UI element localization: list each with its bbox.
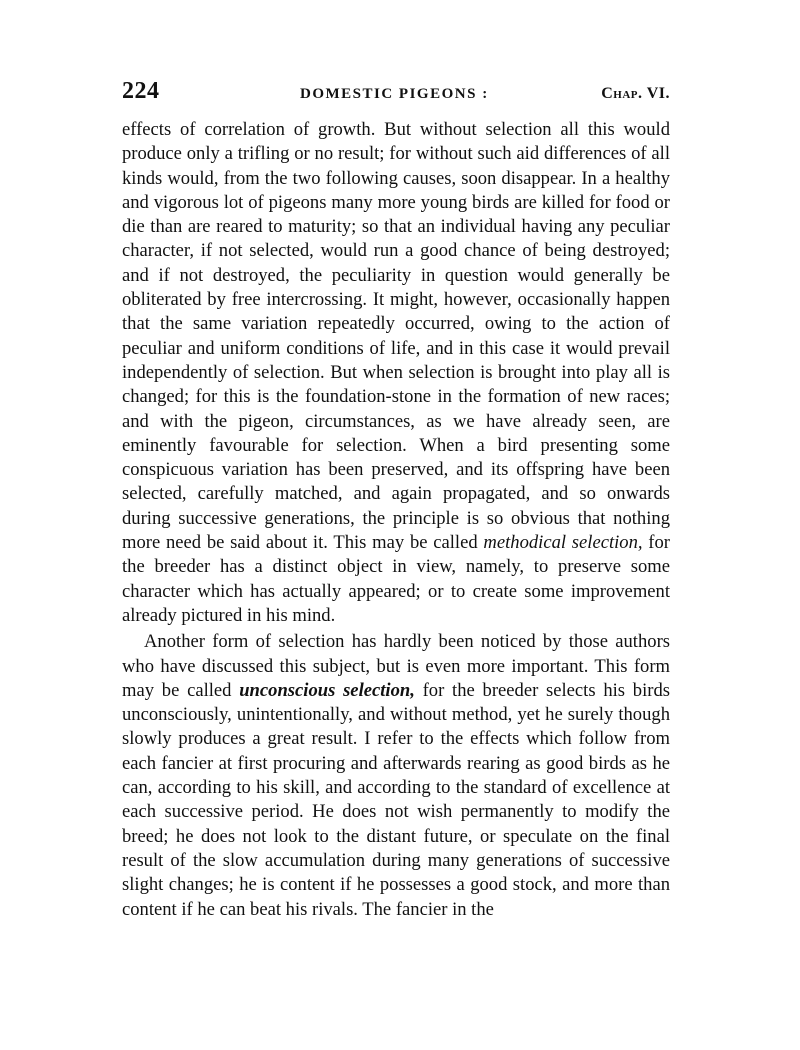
methodical-selection-term: methodical selection, [483,532,643,554]
page-number: 224 [122,78,160,104]
chapter-label: Chap. VI. [601,85,670,102]
paragraph-1 [122,118,670,628]
paragraph-2-text-b: for the breeder selects his birds unconsciously, unintentionally, and without method, yet he surely though slowly produces a great result. I refer to the effects which follow from each fancier at first procuring and afterwards rearing as good birds as he can, according to his skill, and according to the standard of excellence at each successive period. He does not wish permanently to modify the breed; he does not look to the distant future, or speculate on the final result of the slow accumulation during many generations of successive slight changes; he is content if he possesses a good stock, and more than content if he can beat his rivals. The fancier in the [122,679,670,920]
body-text [122,118,670,922]
running-head [122,78,670,112]
book-page [122,78,670,922]
paragraph-2-text-a: Another form of selection has hardly been noticed by those authors who have discussed this subject, but is even more important. This form may be called [122,631,670,701]
paragraph-1-text-a: effects of correlation of growth. But without selection all this would produce only a trifling or no result; for without such aid differences of all kinds would, from the two following causes, soon disappear. In a healthy and vigorous lot of pigeons many more young birds are killed for food or die than are reared to maturity; so that an individual having any peculiar character, if not selected, would run a good chance of being destroyed; and if not destroyed, the peculiarity in question would generally be obliterated by free intercrossing. It might, however, occasionally happen that the same variation repeatedly occurred, owing to the action of peculiar and uniform conditions of life, and in this case it would prevail independently of selection. But when selection is brought into play all is changed; for this is the foundation-stone in the formation of new races; and with the pigeon, circumstances, as we have already seen, are eminently favourable for selection. When a bird presenting some conspicuous variation has been preserved, and its offspring have been selected, carefully matched, and again propagated, and so onwards during successive generations, the principle is so obvious that nothing more need be said about it. This may be called [122,119,670,554]
paragraph-2 [122,630,670,922]
running-title: DOMESTIC PIGEONS : [300,86,489,102]
unconscious-selection-term: unconscious selection, [239,679,415,701]
paragraph-1-text-b: for the breeder has a distinct object in view, namely, to preserve some character which has actually appeared; or to create some improvement already pictured in his mind. [122,532,670,626]
